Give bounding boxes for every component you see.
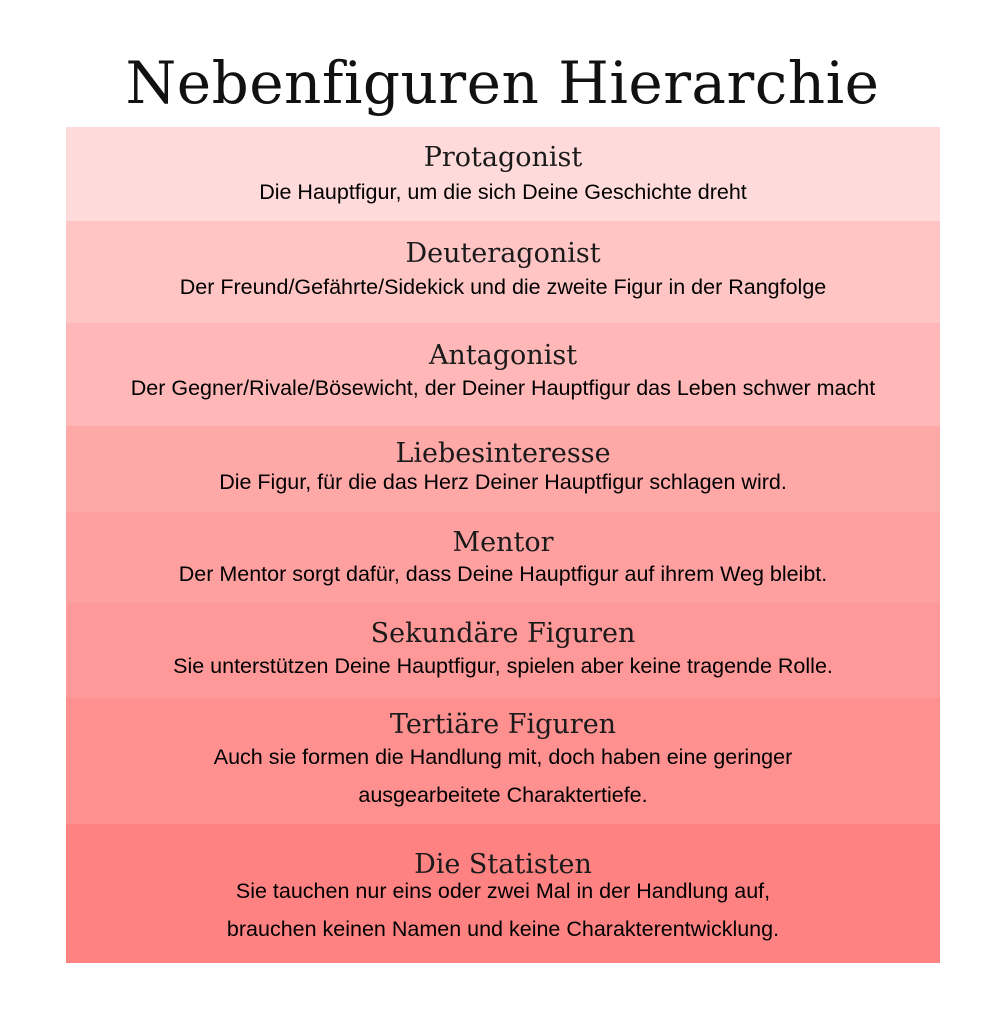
tier-antagonist: [66, 323, 940, 426]
tier-deuteragonist: [66, 221, 940, 323]
hierarchy-stack: [66, 127, 940, 963]
tier-description: [66, 738, 940, 814]
tier-description-line: ausgearbeitete Charaktertiefe.: [358, 783, 648, 807]
tier-description: [66, 872, 940, 948]
tier-description-line: brauchen keinen Namen und keine Charakterentwicklung.: [226, 917, 780, 941]
tier-description: Die Hauptfigur, um die sich Deine Geschichte dreht: [259, 180, 747, 204]
tier-description: Der Gegner/Rivale/Bösewicht, der Deiner Hauptfigur das Leben schwer macht: [130, 376, 876, 400]
page-title: Nebenfiguren Hierarchie: [125, 49, 880, 117]
tier-description: Die Figur, für die das Herz Deiner Hauptfigur schlagen wird.: [219, 470, 787, 494]
tier-die-statisten: [66, 824, 940, 963]
tier-name: Mentor: [452, 527, 554, 558]
tier-name: Deuteragonist: [405, 238, 601, 269]
tier-description-line: Sie tauchen nur eins oder zwei Mal in der Handlung auf,: [235, 879, 771, 903]
tier-description: Der Mentor sorgt dafür, dass Deine Hauptfigur auf ihrem Weg bleibt.: [178, 562, 828, 586]
tier-name: Liebesinteresse: [395, 438, 611, 469]
tier-name: Sekundäre Figuren: [370, 618, 636, 649]
tier-protagonist: [66, 127, 940, 221]
tier-name: Protagonist: [423, 142, 583, 173]
tier-mentor: [66, 512, 940, 603]
tier-name: Die Statisten: [414, 849, 592, 880]
tier-name: Tertiäre Figuren: [389, 709, 617, 740]
tier-description: Sie unterstützen Deine Hauptfigur, spielen aber keine tragende Rolle.: [173, 654, 833, 678]
tier-description-line: Auch sie formen die Handlung mit, doch haben eine geringer: [213, 745, 793, 769]
tier-name: Antagonist: [428, 340, 578, 371]
tier-liebesinteresse: [66, 426, 940, 512]
tier-tertiaere-figuren: [66, 698, 940, 824]
tier-description: Der Freund/Gefährte/Sidekick und die zweite Figur in der Rangfolge: [179, 275, 827, 299]
tier-sekundaere-figuren: [66, 603, 940, 698]
